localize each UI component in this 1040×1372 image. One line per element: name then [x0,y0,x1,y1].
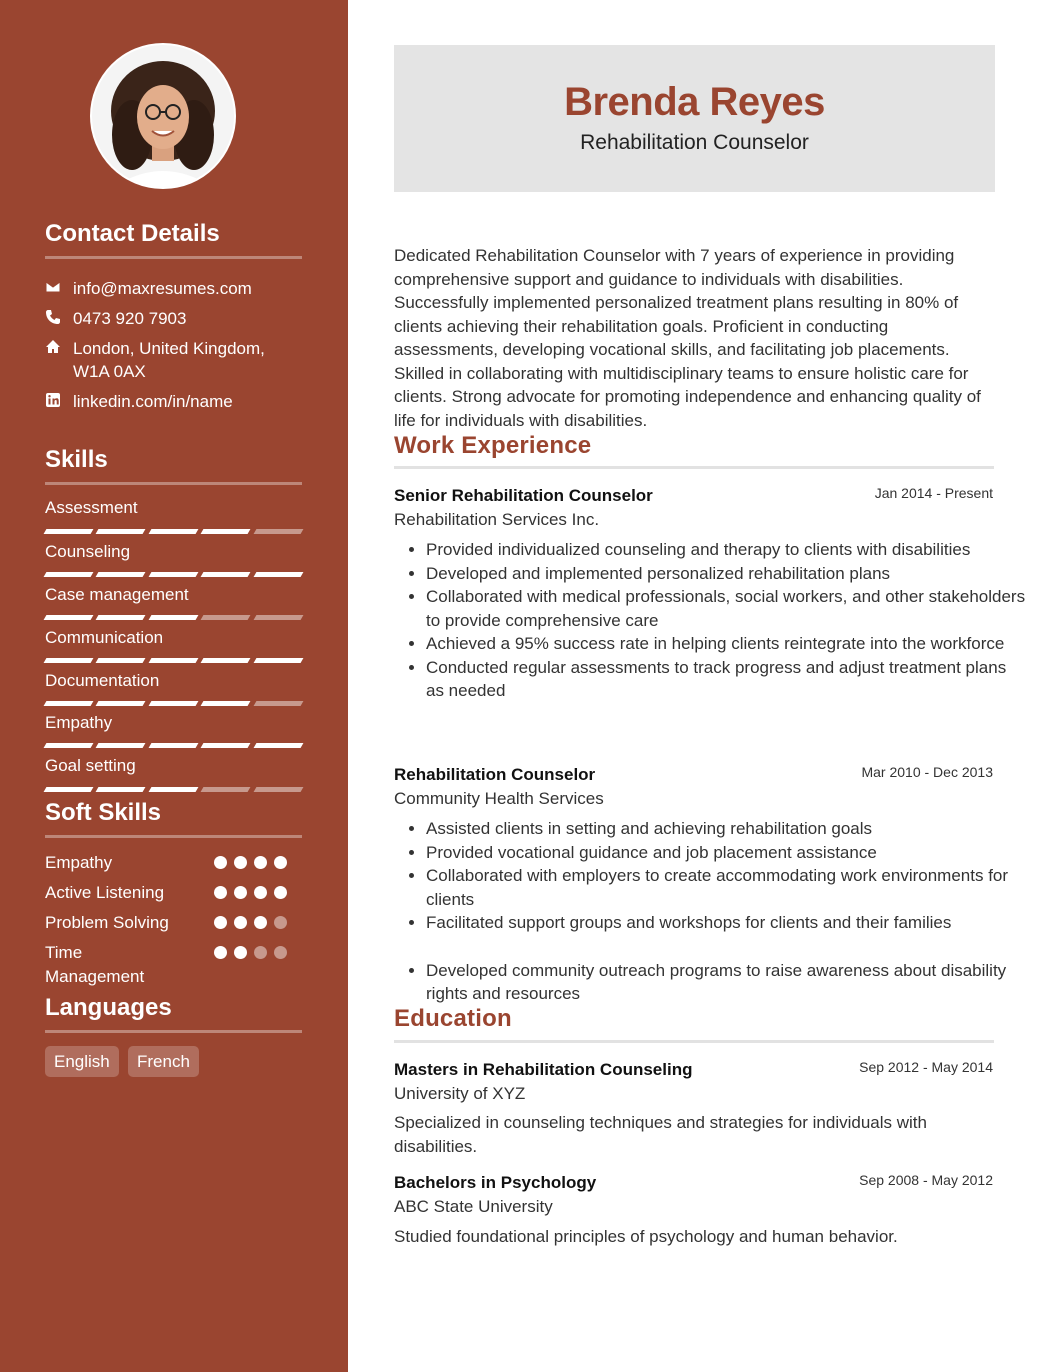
skill-level-segment [253,572,303,577]
linkedin-icon [45,390,73,408]
skill-level-segment [148,743,198,748]
skill-level-segment [201,743,251,748]
rating-dot [214,856,227,869]
skill-name: Goal setting [45,756,136,775]
skill-level-segment [44,572,94,577]
skill-level-bar [45,658,302,663]
degree-title: Masters in Rehabilitation Counseling [394,1060,693,1079]
education-heading: Education [394,1005,512,1032]
phone-text[interactable]: 0473 920 7903 [73,309,187,328]
sidebar [0,0,348,1372]
degree-description: Studied foundational principles of psychology and human behavior. [394,1227,898,1246]
skill-level-segment [44,529,94,534]
skill-level-segment [148,529,198,534]
rating-dot [214,916,227,929]
soft-skill-empathy: Empathy [45,853,113,872]
soft-skill-problem-solving: Problem Solving [45,913,169,932]
profile-summary: Dedicated Rehabilitation Counselor with 7 years of experience in providing comprehensive support and guidance to individuals with disabilities. Successfully implemented personalized treatment plans resulting in 80% of clients achieving their rehabilitation goals. Proficient in conducting assessments, developing vocational skills, and facilitating job placements. Skilled in collaborating with multidisciplinary teams to ensure holistic care for clients. Strong advocate for promoting independence and enhancing quality of life for individuals with disabilities. [394,246,981,430]
skills-divider [45,482,302,485]
contact-phone[interactable] [45,307,302,330]
skill-level-segment [253,787,303,792]
job-company: Rehabilitation Services Inc. [394,510,600,529]
rating-dot [274,886,287,899]
job-bullet: • Collaborated with employers to create accommodating work environments for clients [426,864,1026,911]
skill-name: Documentation [45,671,160,690]
rating-dot [234,886,247,899]
rating-dot [254,916,267,929]
rating-dot [274,856,287,869]
skill-level-segment [44,701,94,706]
language-french: French [128,1046,199,1077]
skill-level-segment [44,658,94,663]
contact-details-heading: Contact Details [45,220,220,247]
skill-level-segment [44,743,94,748]
phone-icon [45,307,73,325]
job-bullet: • Developed and implemented personalized rehabilitation plans [426,562,1026,586]
work-experience-divider [394,466,994,469]
language-english: English [45,1046,119,1077]
contact-address [45,337,302,383]
address-line-2: W1A 0AX [73,362,146,381]
job-bullet: • Provided vocational guidance and job placement assistance [426,841,1026,865]
rating-dot [274,946,287,959]
skill-level-segment [201,787,251,792]
address-text [73,337,265,383]
skill-level-segment [201,701,251,706]
languages-heading: Languages [45,994,172,1021]
skill-level-segment [44,787,94,792]
soft-skill-time-management [45,941,144,989]
soft-skill-active-listening: Active Listening [45,883,165,902]
candidate-name: Brenda Reyes [564,80,825,124]
skill-level-segment [148,572,198,577]
job-bullet: • Provided individualized counseling and therapy to clients with disabilities [426,538,1026,562]
degree-dates: Sep 2008 - May 2012 [859,1172,993,1188]
degree-dates: Sep 2012 - May 2014 [859,1059,993,1075]
skill-level-segment [253,615,303,620]
skill-level-segment [96,572,146,577]
skill-name: Assessment [45,498,138,517]
skills-heading: Skills [45,446,108,473]
candidate-title: Rehabilitation Counselor [580,131,809,154]
work-experience-heading: Work Experience [394,432,592,459]
soft-skills-divider [45,835,302,838]
home-icon [45,337,73,355]
address-line-1: London, United Kingdom, [73,339,265,358]
skill-level-segment [201,572,251,577]
soft-skills-heading: Soft Skills [45,799,162,826]
job-bullet: • Facilitated support groups and workshops for clients and their families [426,911,1026,935]
skill-level-segment [96,615,146,620]
rating-dot [234,856,247,869]
skill-name: Communication [45,628,164,647]
skill-name: Empathy [45,713,113,732]
skill-level-segment [148,787,198,792]
job-bullet: • Achieved a 95% success rate in helping clients reintegrate into the workforce [426,632,1026,656]
rating-dot [254,946,267,959]
school-name: University of XYZ [394,1084,526,1103]
soft-skill-time-line-2: Management [45,967,145,986]
job-dates: Mar 2010 - Dec 2013 [861,764,993,780]
job-bullet: • Developed community outreach programs to raise awareness about disability rights and resources [426,959,1026,1006]
skill-level-segment [148,701,198,706]
degree-description: Specialized in counseling techniques and strategies for individuals with disabilities. [394,1113,927,1156]
skill-level-segment [96,743,146,748]
skill-level-segment [201,658,251,663]
job-company: Community Health Services [394,789,604,808]
skill-level-segment [253,743,303,748]
skill-level-segment [96,658,146,663]
skill-level-segment [201,615,251,620]
skill-level-bar [45,572,302,577]
job-bullet: • Assisted clients in setting and achieving rehabilitation goals [426,817,1026,841]
avatar [92,45,234,187]
job-dates: Jan 2014 - Present [874,485,993,501]
skill-level-bar [45,615,302,620]
languages-divider [45,1030,302,1033]
job-bullets [394,538,1026,703]
skill-name: Case management [45,585,189,604]
soft-skill-time-line-1: Time [45,943,83,962]
rating-dot [254,856,267,869]
rating-dot [234,916,247,929]
email-text[interactable]: info@maxresumes.com [73,279,252,298]
rating-dot [214,946,227,959]
job-bullet: • Collaborated with medical professionals, social workers, and other stakeholders to provide comprehensive care [426,585,1026,632]
school-name: ABC State University [394,1197,553,1216]
envelope-icon [45,277,73,295]
rating-dot [214,886,227,899]
skill-level-bar [45,743,302,748]
skill-level-bar [45,787,302,792]
skill-level-segment [253,658,303,663]
contact-email[interactable] [45,277,302,300]
skill-level-segment [148,658,198,663]
job-bullet: • Conducted regular assessments to track progress and adjust treatment plans as needed [426,656,1026,703]
skill-level-segment [96,701,146,706]
skill-level-bar [45,529,302,534]
linkedin-text[interactable]: linkedin.com/in/name [73,392,233,411]
contact-linkedin[interactable] [45,390,302,413]
job-title: Rehabilitation Counselor [394,765,596,784]
skill-level-bar [45,701,302,706]
skill-level-segment [96,529,146,534]
degree-title: Bachelors in Psychology [394,1173,597,1192]
skill-level-segment [148,615,198,620]
contact-divider [45,256,302,259]
profile-photo [92,45,234,187]
rating-dot [254,886,267,899]
skill-level-segment [44,615,94,620]
rating-dot [234,946,247,959]
skill-name: Counseling [45,542,131,561]
skill-level-segment [201,529,251,534]
job-title: Senior Rehabilitation Counselor [394,486,653,505]
skill-level-segment [96,787,146,792]
job-bullets [394,817,1026,1006]
skill-level-segment [253,701,303,706]
rating-dot [274,916,287,929]
skill-level-segment [253,529,303,534]
education-divider [394,1040,994,1043]
